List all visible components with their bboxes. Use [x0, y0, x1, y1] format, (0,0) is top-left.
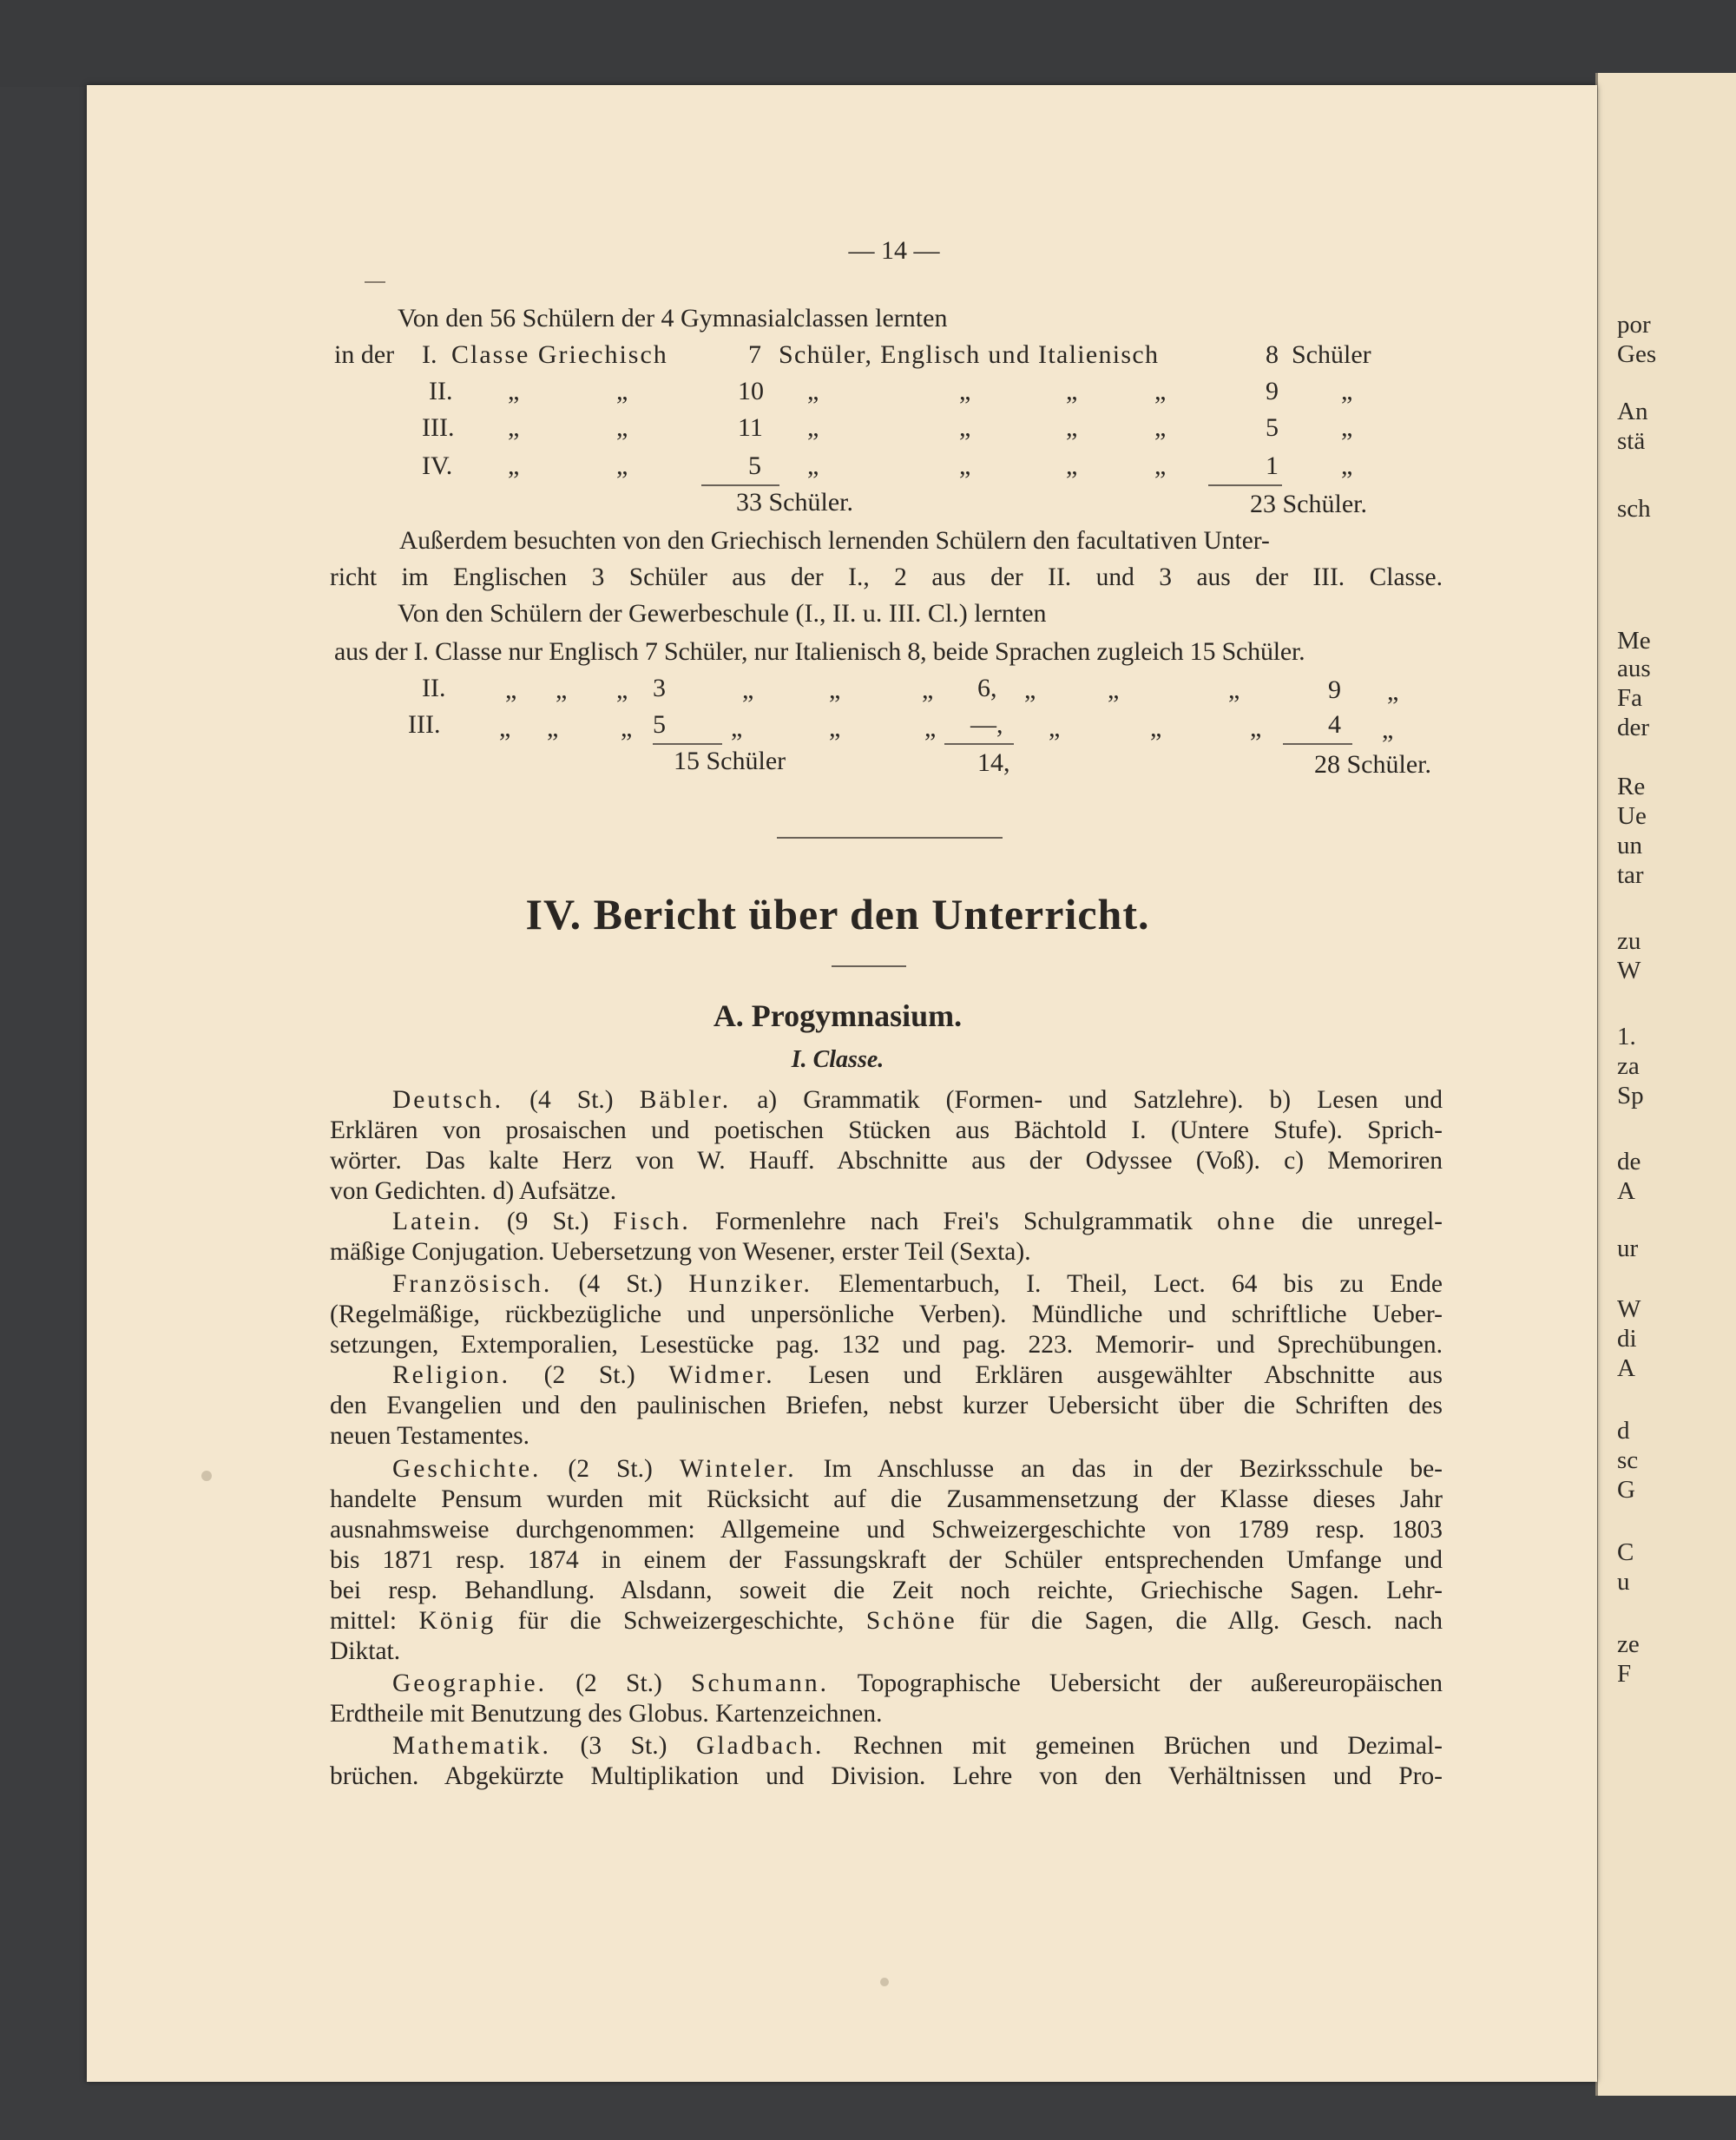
ditto-mark: „ — [1024, 675, 1036, 704]
paper-speck — [880, 1978, 889, 1986]
sum-rule — [944, 743, 1014, 745]
ditto-mark: „ — [616, 675, 628, 704]
facing-page — [1595, 73, 1736, 2096]
paragraph-line — [330, 1391, 1443, 1421]
column-label-greek: Classe Griechisch — [451, 340, 668, 369]
ditto-mark: „ — [1387, 677, 1399, 706]
paragraph-line — [330, 1699, 1443, 1729]
paragraph-text: setzungen, Extemporalien, Lesestücke pag. 132 und pag. 223. Memorir- und Sprechübungen. — [330, 1331, 1443, 1359]
engl-count: 9 — [1266, 377, 1279, 405]
ditto-mark: „ — [1228, 675, 1240, 704]
gym-total-greek: 33 Schüler. — [736, 488, 853, 517]
subject-text: Elementarbuch, I. Theil, Lect. 64 bis zu Ende — [812, 1270, 1443, 1298]
facing-fragment: por — [1617, 311, 1651, 339]
gewerbe-total-ital: 14, — [977, 748, 1010, 777]
ditto-mark: „ — [1341, 413, 1353, 442]
author-name: Schöne — [865, 1607, 957, 1635]
class-numeral: II. — [422, 674, 446, 702]
gewerbe-intro: Von den Schülern der Gewerbeschule (I., II. u. III. Cl.) lernten — [398, 599, 1047, 628]
facing-fragment: zu — [1617, 927, 1641, 955]
facing-fragment: A — [1617, 1177, 1635, 1205]
facing-fragment: C — [1617, 1538, 1634, 1566]
paragraph-text: bei resp. Behandlung. Alsdann, soweit die Zeit noch reichte, Griechische Sagen. Lehr- — [330, 1577, 1443, 1604]
facing-fragment: ur — [1617, 1235, 1639, 1262]
ditto-mark: „ — [1066, 413, 1078, 442]
both-count: 9 — [1328, 675, 1341, 704]
class-numeral: II. — [429, 377, 453, 405]
facing-fragment: de — [1617, 1148, 1641, 1175]
ditto-mark: „ — [499, 714, 511, 742]
facing-fragment: Fa — [1617, 684, 1642, 712]
facing-fragment: Sp — [1617, 1082, 1644, 1110]
row-prefix: in der — [334, 340, 395, 369]
ditto-mark: „ — [508, 377, 520, 405]
ditto-mark: „ — [1154, 377, 1167, 405]
paragraph-line — [330, 1421, 1443, 1452]
subject-deutsch — [392, 1085, 1443, 1116]
facing-fragment: di — [1617, 1325, 1637, 1353]
sum-rule — [1283, 743, 1352, 745]
greek-count: 5 — [748, 451, 761, 480]
ditto-mark: „ — [508, 413, 520, 442]
class-numeral: III. — [408, 710, 441, 739]
ditto-mark: „ — [508, 451, 520, 480]
facing-fragment: un — [1617, 832, 1642, 859]
class-title: I. Classe. — [791, 1046, 884, 1073]
subject-text: Lesen und Erklären ausgewählter Abschnitte aus — [774, 1361, 1443, 1389]
hours: (4 St.) — [503, 1086, 640, 1114]
hours: (2 St.) — [510, 1361, 669, 1389]
paragraph-text: brüchen. Abgekürzte Multiplikation und Division. Lehre von den Verhältnissen und Pro- — [330, 1762, 1443, 1790]
ditto-mark: „ — [807, 413, 819, 442]
ditto-mark: „ — [731, 714, 743, 742]
facing-fragment: aus — [1617, 655, 1651, 682]
paragraph-text: wörter. Das kalte Herz von W. Hauff. Abschnitte aus der Odyssee (Voß). c) Memoriren — [330, 1147, 1443, 1175]
subject-name: Deutsch. — [392, 1086, 504, 1114]
ditto-mark: „ — [547, 714, 559, 742]
paragraph-line — [330, 1761, 1443, 1792]
stats-intro: Von den 56 Schülern der 4 Gymnasialclassen lernten — [398, 304, 948, 333]
paragraph-text: Erdtheile mit Benutzung des Globus. Kartenzeichnen. — [330, 1700, 883, 1728]
paper-speck — [201, 1471, 212, 1481]
subject-latein — [392, 1207, 1443, 1237]
paragraph-line — [330, 1146, 1443, 1176]
gewerbe-total-engl: 15 Schüler — [674, 747, 786, 775]
ditto-mark: „ — [1049, 714, 1061, 742]
paragraph-text: bis 1871 resp. 1874 in einem der Fassungskraft der Schüler entsprechenden Umfange und — [330, 1546, 1443, 1574]
subject-text: a) Grammatik (Formen- und Satzlehre). b) Lesen und — [731, 1086, 1443, 1114]
paragraph-text: von Gedichten. d) Aufsätze. — [330, 1177, 617, 1205]
paragraph-ausserdem-line-1: Außerdem besuchten von den Griechisch lernenden Schülern den facultativen Unter- — [399, 527, 1270, 555]
subject-text: Topographische Uebersicht der außereuropäischen — [829, 1669, 1443, 1697]
paragraph-text: Diktat. — [330, 1637, 401, 1665]
ditto-mark: „ — [959, 377, 971, 405]
facing-fragment: An — [1617, 398, 1648, 425]
greek-count: 11 — [738, 413, 763, 442]
paragraph-text: Erklären von prosaischen und poetischen Stücken aus Bächtold I. (Untere Stufe). Sprich- — [330, 1116, 1443, 1144]
ditto-mark: „ — [922, 675, 934, 704]
teacher-name: Hunziker. — [688, 1270, 812, 1298]
ink-mark — [365, 281, 385, 283]
ditto-mark: „ — [1150, 714, 1162, 742]
paragraph-text: ausnahmsweise durchgenommen: Allgemeine und Schweizergeschichte von 1789 resp. 1803 — [330, 1516, 1443, 1544]
facing-fragment: A — [1617, 1354, 1635, 1382]
author-name: König — [418, 1607, 496, 1635]
paragraph-line — [330, 1576, 1443, 1606]
sum-rule — [1208, 484, 1282, 486]
teacher-name: Fisch. — [613, 1208, 691, 1235]
scan-background — [0, 0, 1736, 87]
paragraph-line — [330, 1636, 1443, 1667]
paragraph-line — [330, 1330, 1443, 1360]
both-count: 4 — [1328, 710, 1341, 739]
ditto-mark: „ — [1341, 451, 1353, 480]
facing-fragment: stä — [1617, 427, 1646, 455]
subject-geographie — [392, 1669, 1443, 1699]
hours: (9 St.) — [482, 1208, 614, 1235]
paragraph-line — [330, 1176, 1443, 1207]
ditto-mark: „ — [1066, 377, 1078, 405]
heading-divider — [832, 965, 906, 967]
greek-count: 7 — [748, 340, 761, 369]
unit-label: Schüler — [1292, 340, 1371, 369]
subject-mathematik — [392, 1731, 1443, 1761]
subject-text: Im Anschlusse an das in der Bezirksschule be- — [796, 1455, 1443, 1483]
teacher-name: Bäbler. — [639, 1086, 732, 1114]
facing-fragment: Re — [1617, 773, 1646, 800]
ditto-mark: „ — [959, 451, 971, 480]
gewerbe-total-both: 28 Schüler. — [1314, 750, 1431, 779]
subject-franzoesisch — [392, 1269, 1443, 1300]
ditto-mark: „ — [1108, 675, 1120, 704]
ditto-mark: „ — [1154, 451, 1167, 480]
paragraph-text: mäßige Conjugation. Uebersetzung von Wesener, erster Teil (Sexta). — [330, 1238, 1031, 1266]
class-numeral: IV. — [422, 451, 453, 480]
section-title: IV. Bericht über den Unterricht. — [525, 890, 1150, 938]
facing-fragment: ze — [1617, 1630, 1640, 1658]
engl-count: 8 — [1266, 340, 1279, 369]
paragraph-ausserdem-line-2 — [330, 563, 1443, 593]
ditto-mark: „ — [807, 377, 819, 405]
paragraph-text: für die Schweizergeschichte, — [496, 1607, 866, 1635]
ditto-mark: „ — [829, 675, 841, 704]
paragraph-line — [330, 1300, 1443, 1330]
ditto-mark: „ — [829, 714, 841, 742]
facing-fragment: sc — [1617, 1446, 1639, 1474]
ditto-mark: „ — [616, 377, 628, 405]
subject-name: Geographie. — [392, 1669, 547, 1697]
class-numeral: III. — [422, 413, 455, 442]
ditto-mark: „ — [1250, 714, 1262, 742]
hours: (4 St.) — [552, 1270, 689, 1298]
teacher-name: Widmer. — [668, 1361, 775, 1389]
hours: (3 St.) — [550, 1732, 697, 1760]
subject-geschichte — [392, 1454, 1443, 1485]
facing-fragment: tar — [1617, 861, 1644, 889]
facing-fragment: W — [1617, 957, 1641, 984]
ditto-mark: „ — [1382, 715, 1394, 744]
ditto-mark: „ — [621, 714, 633, 742]
subject-religion — [392, 1360, 1443, 1391]
engl-count: 1 — [1266, 451, 1279, 480]
subject-text: Formenlehre nach Frei's Schulgrammatik — [690, 1208, 1218, 1235]
gym-total-engl: 23 Schüler. — [1250, 490, 1367, 518]
subject-text: die unregel- — [1277, 1208, 1443, 1235]
class-numeral: I. — [422, 340, 437, 369]
section-divider — [777, 837, 1003, 839]
paragraph-line — [330, 1485, 1443, 1515]
hours: (2 St.) — [546, 1669, 692, 1697]
subsection-title: A. Progymnasium. — [713, 998, 963, 1033]
paragraph-line — [330, 1606, 1443, 1636]
hours: (2 St.) — [541, 1455, 680, 1483]
ditto-mark: „ — [616, 413, 628, 442]
subject-text: Rechnen mit gemeinen Brüchen und Dezimal- — [824, 1732, 1443, 1760]
facing-fragment: Ges — [1617, 340, 1657, 368]
facing-fragment: der — [1617, 714, 1650, 741]
paragraph-text: mittel: — [330, 1607, 419, 1635]
gewerbe-row-1: aus der I. Classe nur Englisch 7 Schüler, nur Italienisch 8, beide Sprachen zugleich 15 Schüler. — [334, 637, 1305, 666]
ital-count: 6, — [977, 674, 997, 702]
paragraph-text: für die Sagen, die Allg. Gesch. nach — [957, 1607, 1443, 1635]
subject-name: Latein. — [392, 1208, 483, 1235]
facing-fragment: W — [1617, 1295, 1641, 1323]
ditto-mark: „ — [1154, 413, 1167, 442]
paragraph-text: neuen Testamentes. — [330, 1422, 530, 1450]
paragraph-line — [330, 1515, 1443, 1545]
facing-fragment: sch — [1617, 495, 1651, 523]
ditto-mark: „ — [1066, 451, 1078, 480]
teacher-name: Schumann. — [691, 1669, 829, 1697]
paragraph-text: (Regelmäßige, rückbezügliche und unpersönliche Verben). Mündliche und schriftliche Ueber- — [330, 1300, 1443, 1328]
emphasis-text: ohne — [1217, 1208, 1278, 1235]
facing-fragment: Me — [1617, 627, 1651, 655]
paragraph-line — [330, 1116, 1443, 1146]
subject-name: Religion. — [392, 1361, 510, 1389]
ital-count: —, — [970, 710, 1003, 739]
paragraph-text: richt im Englischen 3 Schüler aus der I., 2 aus der II. und 3 aus der III. Classe. — [330, 563, 1443, 591]
teacher-name: Gladbach. — [696, 1732, 825, 1760]
subject-name: Geschichte. — [392, 1455, 542, 1483]
ditto-mark: „ — [742, 675, 754, 704]
greek-count: 10 — [738, 377, 764, 405]
paragraph-line — [330, 1237, 1443, 1268]
engl-count: 5 — [653, 710, 666, 739]
ditto-mark: „ — [1341, 377, 1353, 405]
facing-fragment: u — [1617, 1568, 1630, 1596]
facing-fragment: za — [1617, 1052, 1640, 1080]
ditto-mark: „ — [807, 451, 819, 480]
paragraph-text: den Evangelien und den paulinischen Briefen, nebst kurzer Uebersicht über die Schriften des — [330, 1392, 1443, 1419]
engl-count: 3 — [653, 674, 666, 702]
paragraph-line — [330, 1545, 1443, 1576]
ditto-mark: „ — [959, 413, 971, 442]
ditto-mark: „ — [924, 714, 937, 742]
facing-fragment: F — [1617, 1660, 1632, 1688]
facing-fragment: 1. — [1617, 1023, 1636, 1050]
sum-rule — [653, 743, 722, 745]
facing-fragment: d — [1617, 1417, 1630, 1445]
facing-fragment: Ue — [1617, 802, 1647, 830]
paragraph-text: handelte Pensum wurden mit Rücksicht auf die Zusammensetzung der Klasse dieses Jahr — [330, 1485, 1443, 1513]
subject-name: Französisch. — [392, 1270, 553, 1298]
teacher-name: Winteler. — [679, 1455, 797, 1483]
sum-rule — [701, 484, 779, 486]
page-number: — 14 — — [848, 236, 940, 265]
subject-name: Mathematik. — [392, 1732, 551, 1760]
column-label-engl: Schüler, Englisch und Italienisch — [779, 340, 1160, 369]
engl-count: 5 — [1266, 413, 1279, 442]
ditto-mark: „ — [505, 675, 517, 704]
facing-fragment: G — [1617, 1476, 1635, 1504]
ditto-mark: „ — [556, 675, 568, 704]
ditto-mark: „ — [616, 451, 628, 480]
